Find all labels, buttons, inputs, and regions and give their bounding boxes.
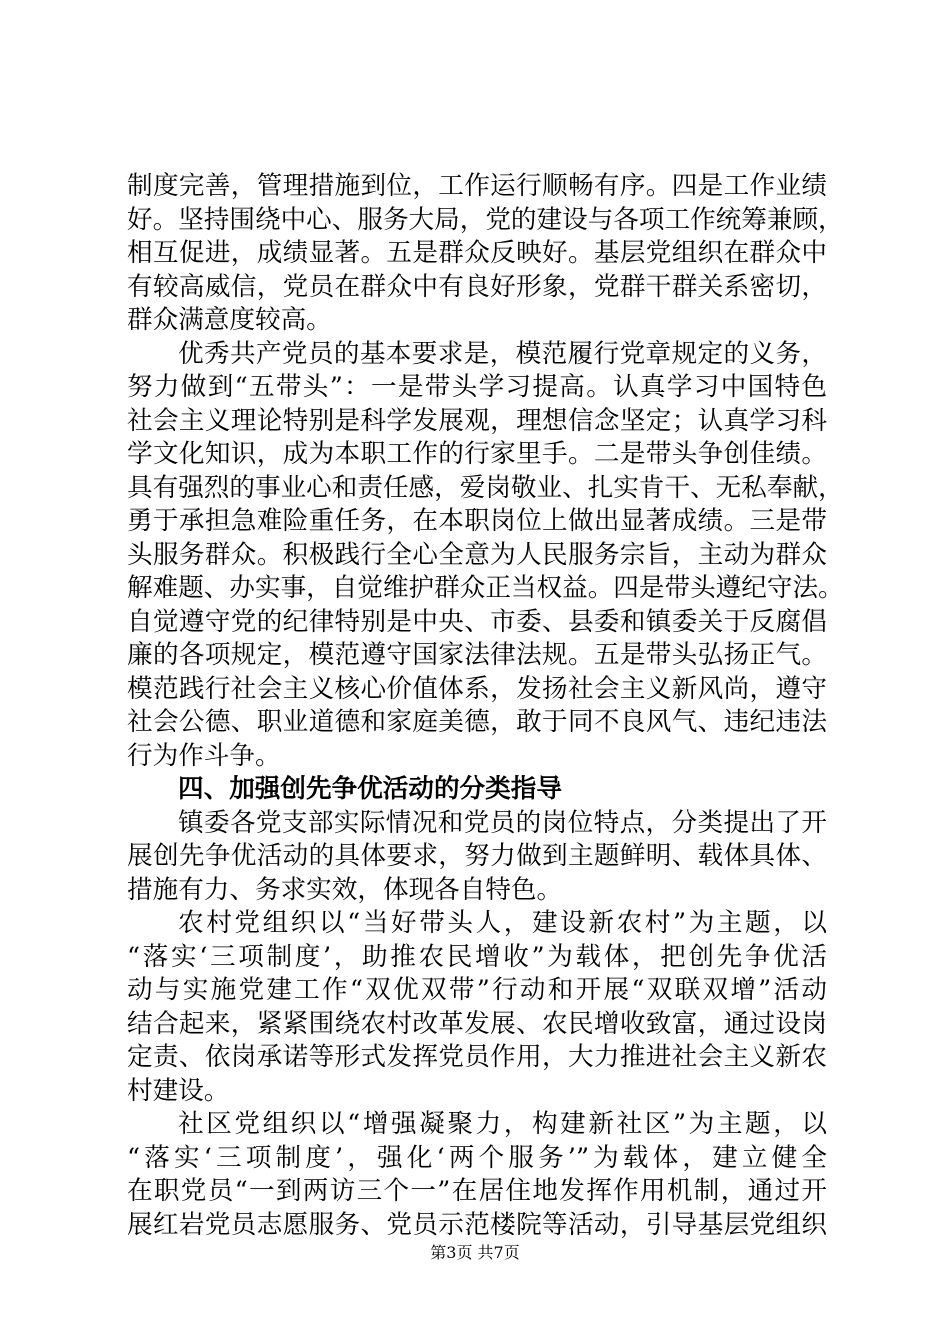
text-line: 模范践行社会主义核心价值体系，发扬社会主义新风尚，遵守	[127, 673, 827, 704]
text-line: 具有强烈的事业心和责任感，爱岗敬业、扎实肯干、无私奉献，	[127, 472, 844, 503]
text-line: 社会公德、职业道德和家庭美德，敢于同不良风气、违纪违法	[127, 707, 827, 737]
text-line: 农村党组织以“当好带头人，建设新农村”为主题，以	[178, 908, 827, 938]
text-line: 行为作斗争。	[127, 740, 281, 771]
text-line: 在职党员“一到两访三个一”在居住地发挥作用机制，通过开	[127, 1176, 827, 1206]
text-line: 措施有力、务求实效，体现各自特色。	[127, 874, 563, 905]
text-line: “落实‘三项制度’，强化‘两个服务’”为载体，建立健全	[127, 1142, 827, 1173]
text-line: 动与实施党建工作“双优双带”行动和开展“双联双增”活动	[127, 975, 827, 1005]
text-line: 相互促进，成绩显著。五是群众反映好。基层党组织在群众中	[127, 238, 827, 268]
text-line: 优秀共产党员的基本要求是，模范履行党章规定的义务，	[178, 338, 827, 369]
text-line: 村建设。	[127, 1075, 230, 1106]
text-line: 学文化知识，成为本职工作的行家里手。二是带头争创佳绩。	[127, 439, 827, 469]
document-body	[127, 170, 844, 1242]
text-line: 廉的各项规定，模范遵守国家法律法规。五是带头弘扬正气。	[127, 640, 827, 670]
text-line: 社会主义理论特别是科学发展观，理想信念坚定；认真学习科	[127, 405, 827, 436]
text-line: 有较高威信，党员在群众中有良好形象，党群干群关系密切，	[127, 271, 827, 302]
text-line: 自觉遵守党的纪律特别是中央、市委、县委和镇委关于反腐倡	[127, 606, 827, 637]
text-line: 制度完善，管理措施到位，工作运行顺畅有序。四是工作业绩	[127, 171, 827, 201]
text-line: 好。坚持围绕中心、服务大局，党的建设与各项工作统筹兼顾，	[127, 204, 844, 235]
text-line: 镇委各党支部实际情况和党员的岗位特点，分类提出了开	[178, 807, 827, 838]
text-line: 努力做到“五带头”：一是带头学习提高。认真学习中国特色	[127, 372, 827, 402]
text-line: 社区党组织以“增强凝聚力，构建新社区”为主题，以	[178, 1109, 827, 1139]
text-line: 展红岩党员志愿服务、党员示范楼院等活动，引导基层党组织	[127, 1209, 827, 1240]
text-line: 结合起来，紧紧围绕农村改革发展、农民增收致富，通过设岗	[127, 1008, 827, 1039]
text-line: 定责、依岗承诺等形式发挥党员作用，大力推进社会主义新农	[127, 1042, 827, 1072]
text-line: 群众满意度较高。	[127, 305, 332, 335]
page-footer: 第3页 共7页	[430, 1243, 520, 1262]
text-line: 勇于承担急难险重任务，在本职岗位上做出显著成绩。三是带	[127, 506, 827, 536]
section-heading: 四、加强创先争优活动的分类指导	[178, 774, 562, 804]
text-line: 解难题、办实事，自觉维护群众正当权益。四是带头遵纪守法。	[127, 573, 844, 603]
text-line: “落实‘三项制度’，助推农民增收”为载体，把创先争优活	[127, 941, 827, 972]
text-line: 展创先争优活动的具体要求，努力做到主题鲜明、载体具体、	[127, 841, 827, 871]
text-line: 头服务群众。积极践行全心全意为人民服务宗旨，主动为群众	[127, 539, 827, 570]
